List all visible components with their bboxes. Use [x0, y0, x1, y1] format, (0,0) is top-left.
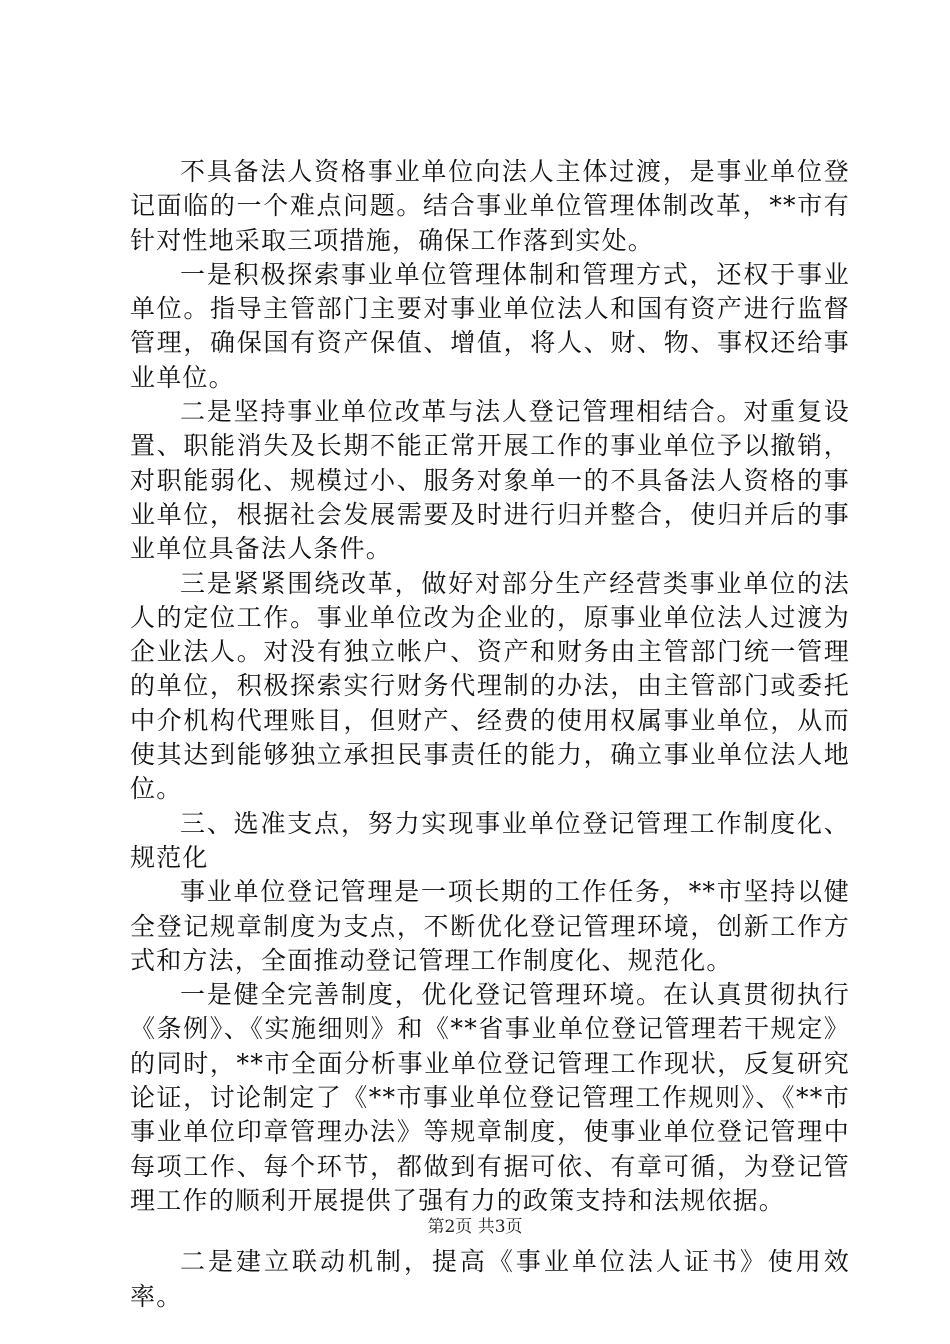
paragraph-system-rules: 一是健全完善制度，优化登记管理环境。在认真贯彻执行《条例》、《实施细则》和《**省事业单位登记管理若干规定》的同时，**市全面分析事业单位登记管理工作现状，反复研究论证，讨论制定了《**市事业单位登记管理工作规则》、《**市事业单位印章管理办法》等规章制度，使事业单位登记管理中每项工作、每个环节，都做到有据可依、有章可循，为登记管理工作的顺利开展提供了强有力的政策支持和法规依据。: [130, 980, 850, 1215]
document-body: [130, 155, 850, 1314]
page-footer: 第2页 共3页: [427, 1217, 523, 1237]
paragraph-intro: 不具备法人资格事业单位向法人主体过渡，是事业单位登记面临的一个难点问题。结合事业单位管理体制改革，**市有针对性地采取三项措施，确保工作落到实处。: [130, 157, 850, 255]
paragraph-section-intro: 事业单位登记管理是一项长期的工作任务，**市坚持以健全登记规章制度为支点，不断优化登记管理环境，创新工作方式和方法，全面推动登记管理工作制度化、规范化。: [130, 877, 850, 975]
paragraph-measure-three: 三是紧紧围绕改革，做好对部分生产经营类事业单位的法人的定位工作。事业单位改为企业的，原事业单位法人过渡为企业法人。对没有独立帐户、资产和财务由主管部门统一管理的单位，积极探索实行财务代理制的办法，由主管部门或委托中介机构代理账目，但财产、经费的使用权属事业单位，从而使其达到能够独立承担民事责任的能力，确立事业单位法人地位。: [130, 568, 850, 804]
paragraph-measure-one: 一是积极探索事业单位管理体制和管理方式，还权于事业单位。指导主管部门主要对事业单位法人和国有资产进行监督管理，确保国有资产保值、增值，将人、财、物、事权还给事业单位。: [130, 259, 850, 392]
paragraph-linkage-mechanism: 二是建立联动机制，提高《事业单位法人证书》使用效率。: [130, 1247, 850, 1311]
section-heading: 三、选准支点，努力实现事业单位登记管理工作制度化、规范化: [130, 808, 850, 872]
paragraph-measure-two: 二是坚持事业单位改革与法人登记管理相结合。对重复设置、职能消失及长期不能正常开展工作的事业单位予以撤销，对职能弱化、规模过小、服务对象单一的不具备法人资格的事业单位，根据社会发展需要及时进行归并整合，使归并后的事业单位具备法人条件。: [130, 397, 850, 564]
